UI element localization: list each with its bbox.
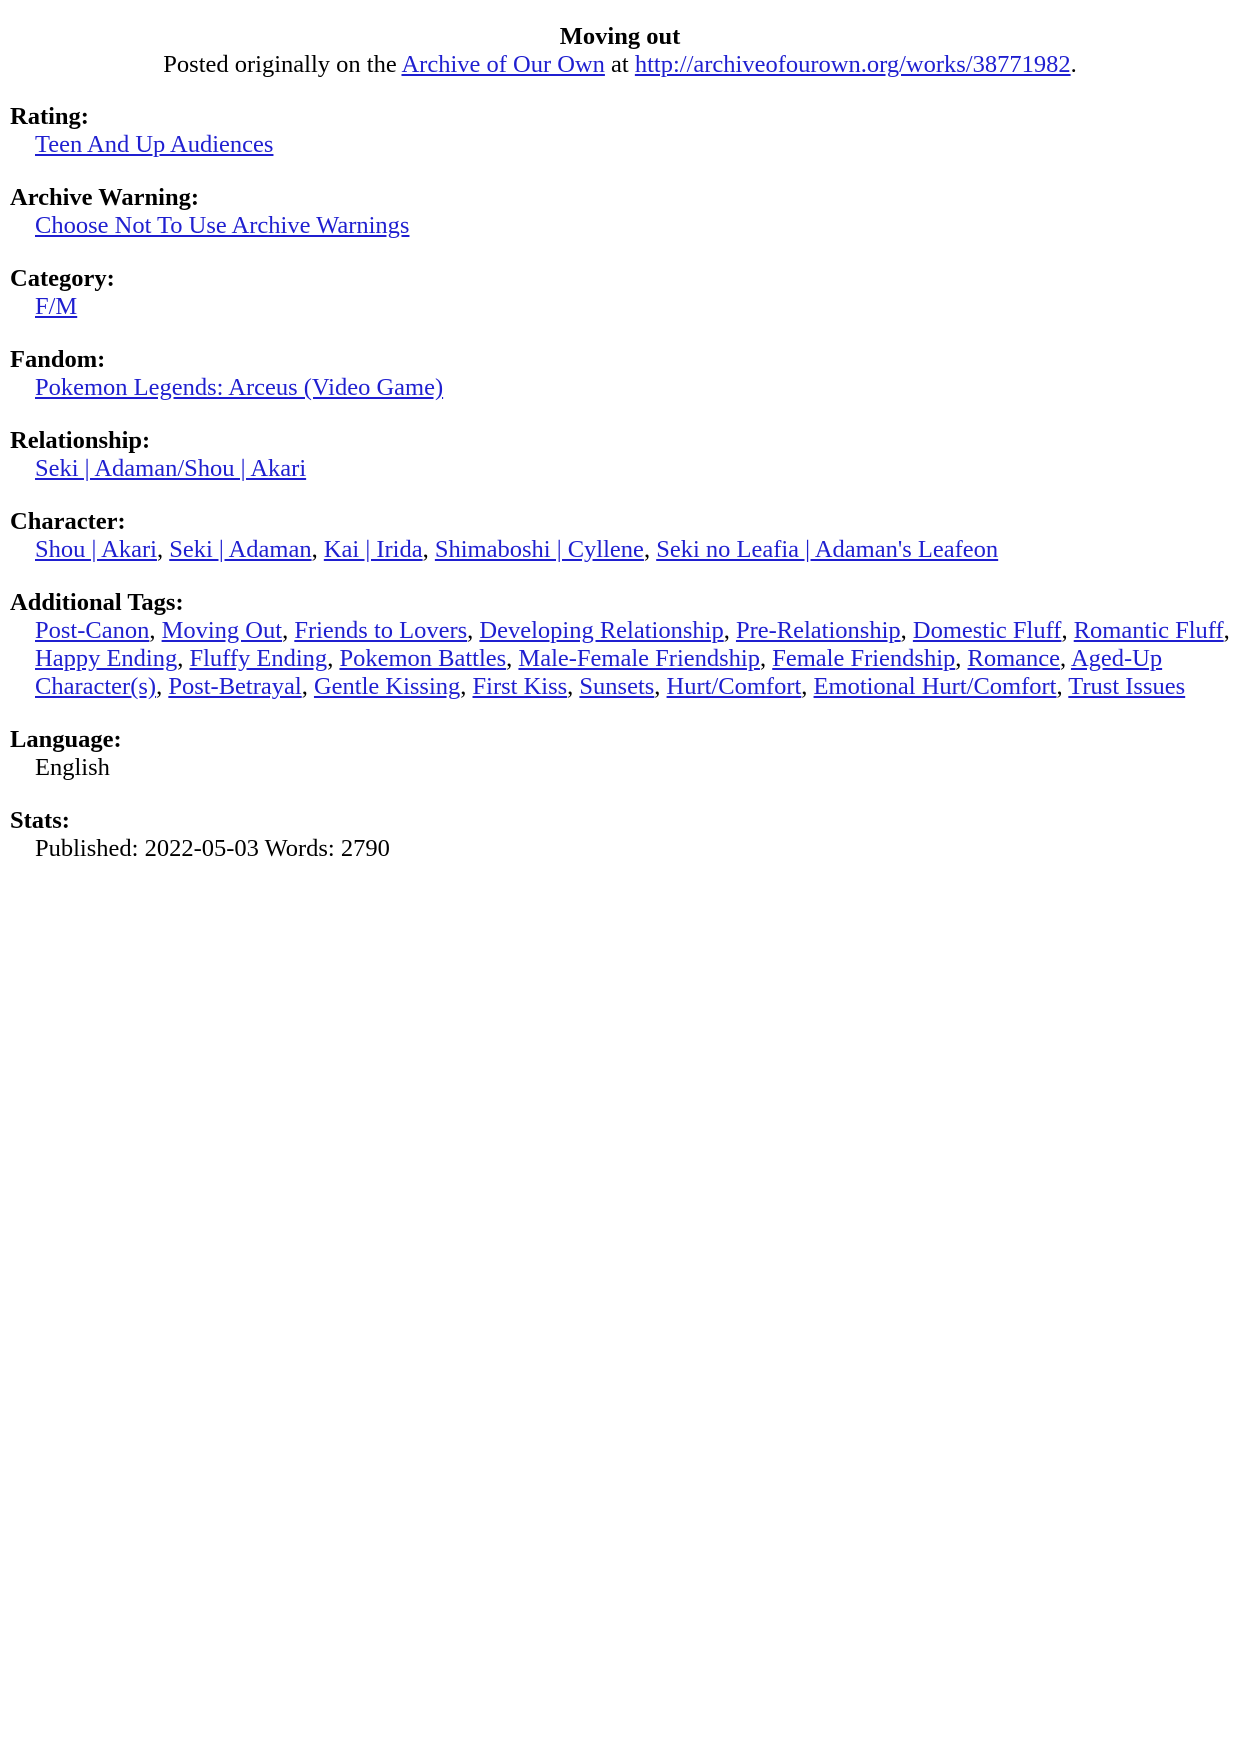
posted-suffix: . xyxy=(1070,51,1077,78)
stats-label: Stats: xyxy=(10,807,70,834)
tag-link[interactable]: Female Friendship xyxy=(772,645,956,672)
tag-separator: , xyxy=(567,673,580,700)
tag-separator: , xyxy=(759,645,773,672)
tag-separator: , xyxy=(1056,673,1069,700)
stats-value xyxy=(35,835,1230,863)
tag-separator: , xyxy=(643,536,657,563)
tag-separator: , xyxy=(467,617,480,644)
tag-link[interactable]: Post-Canon xyxy=(35,617,150,644)
archive-warning-value xyxy=(35,212,1230,240)
category-label: Category: xyxy=(10,265,115,292)
tag-link[interactable]: Choose Not To Use Archive Warnings xyxy=(35,212,410,239)
tag-link[interactable]: First Kiss xyxy=(472,673,568,700)
tag-separator: , xyxy=(1061,617,1074,644)
tag-link[interactable]: Friends to Lovers xyxy=(294,617,468,644)
tag-link[interactable]: F/M xyxy=(35,293,78,320)
posted-at: at xyxy=(611,51,629,78)
additional-tags-label: Additional Tags: xyxy=(10,589,184,616)
tag-link[interactable]: Teen And Up Audiences xyxy=(35,131,274,158)
tag-separator: , xyxy=(327,645,340,672)
work-url-link[interactable]: http://archiveofourown.org/works/38771982 xyxy=(634,51,1071,78)
tag-link[interactable]: Happy Ending xyxy=(35,645,178,672)
tag-link[interactable]: Pre-Relationship xyxy=(735,617,901,644)
tag-link[interactable]: Shimaboshi | Cyllene xyxy=(434,536,644,563)
tag-link[interactable]: Aged-Up Character(s) xyxy=(35,645,1163,700)
tag-link[interactable]: Pokemon Legends: Arceus (Video Game) xyxy=(35,374,444,401)
posted-prefix: Posted originally on the xyxy=(163,51,397,78)
tag-separator: , xyxy=(149,617,162,644)
tag-separator: , xyxy=(177,645,190,672)
posted-line xyxy=(10,51,1230,79)
tag-link[interactable]: Pokemon Battles xyxy=(339,645,507,672)
tag-link[interactable]: Kai | Irida xyxy=(323,536,423,563)
tag-separator: , xyxy=(801,673,814,700)
tag-link[interactable]: Seki no Leafia | Adaman's Leafeon xyxy=(656,536,999,563)
additional-tags-value xyxy=(35,617,1230,701)
stats-text: Published: 2022-05-03 Words: 2790 xyxy=(35,835,390,862)
archive-warning-label: Archive Warning: xyxy=(10,184,199,211)
language-label: Language: xyxy=(10,726,122,753)
tag-link[interactable]: Developing Relationship xyxy=(479,617,724,644)
tag-link[interactable]: Sunsets xyxy=(579,673,655,700)
language-text: English xyxy=(35,754,110,781)
rating-label: Rating: xyxy=(10,103,89,130)
tag-link[interactable]: Moving Out xyxy=(161,617,283,644)
work-metadata xyxy=(10,103,1230,863)
character-label: Character: xyxy=(10,508,126,535)
tag-link[interactable]: Gentle Kissing xyxy=(313,673,461,700)
tag-link[interactable]: Romance xyxy=(967,645,1061,672)
tag-link[interactable]: Trust Issues xyxy=(1068,673,1186,700)
tag-separator: , xyxy=(156,673,169,700)
relationship-label: Relationship: xyxy=(10,427,151,454)
tag-separator: , xyxy=(156,536,170,563)
tag-link[interactable]: Emotional Hurt/Comfort xyxy=(813,673,1057,700)
tag-link[interactable]: Post-Betrayal xyxy=(168,673,302,700)
tag-separator: , xyxy=(282,617,295,644)
tag-link[interactable]: Romantic Fluff xyxy=(1073,617,1224,644)
tag-link[interactable]: Fluffy Ending xyxy=(189,645,328,672)
tag-separator: , xyxy=(955,645,968,672)
tag-separator: , xyxy=(654,673,667,700)
tag-separator: , xyxy=(900,617,913,644)
tag-link[interactable]: Seki | Adaman xyxy=(169,536,312,563)
work-header xyxy=(10,23,1230,79)
tag-separator: , xyxy=(1223,617,1230,644)
tag-separator: , xyxy=(460,673,473,700)
tag-link[interactable]: Hurt/Comfort xyxy=(666,673,802,700)
fandom-value xyxy=(35,374,1230,402)
tag-separator: , xyxy=(422,536,435,563)
tag-link[interactable]: Shou | Akari xyxy=(35,536,157,563)
tag-separator: , xyxy=(311,536,324,563)
character-value xyxy=(35,536,1230,564)
tag-separator: , xyxy=(301,673,314,700)
fandom-label: Fandom: xyxy=(10,346,106,373)
tag-separator: , xyxy=(723,617,736,644)
tag-separator: , xyxy=(1060,645,1071,672)
tag-link[interactable]: Domestic Fluff xyxy=(912,617,1062,644)
archive-link[interactable]: Archive of Our Own xyxy=(401,51,605,78)
work-title: Moving out xyxy=(559,23,681,50)
category-value xyxy=(35,293,1230,321)
tag-link[interactable]: Seki | Adaman/Shou | Akari xyxy=(35,455,307,482)
language-value xyxy=(35,754,1230,782)
relationship-value xyxy=(35,455,1230,483)
tag-link[interactable]: Male-Female Friendship xyxy=(518,645,760,672)
rating-value xyxy=(35,131,1230,159)
tag-separator: , xyxy=(506,645,519,672)
